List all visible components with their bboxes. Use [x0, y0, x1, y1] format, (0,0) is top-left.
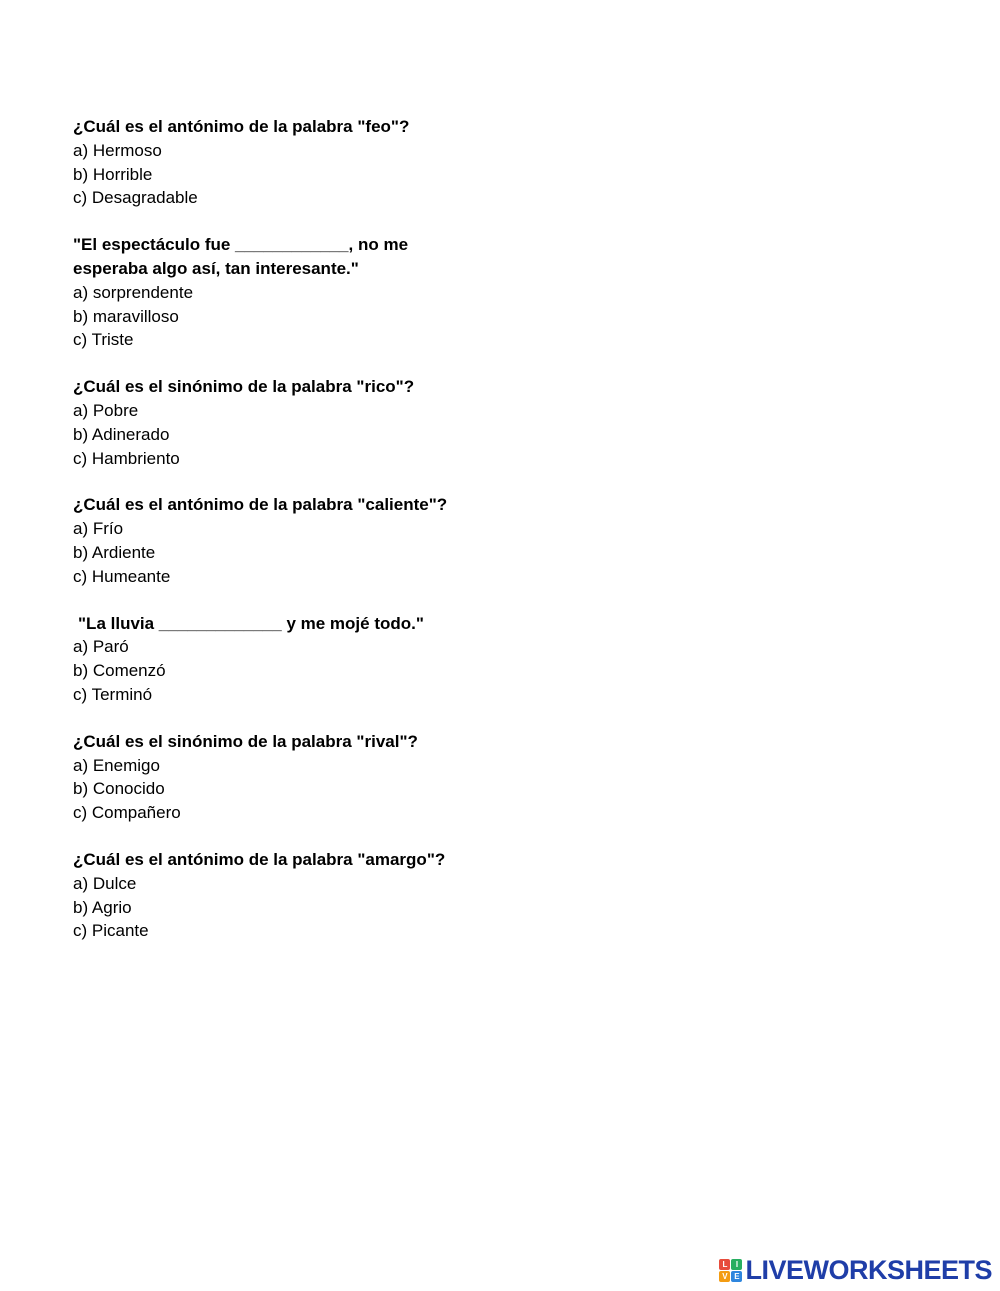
logo-mark-cell: L — [719, 1259, 730, 1270]
option-b: b) Adinerado — [73, 424, 170, 444]
option-b: b) Ardiente — [73, 542, 156, 562]
question-4 — [73, 493, 593, 588]
option-a: a) Hermoso — [73, 140, 162, 160]
option-b: b) Comenzó — [73, 661, 166, 681]
option-a: a) Pobre — [73, 400, 139, 420]
option-c: c) Triste — [73, 330, 134, 350]
worksheet — [73, 115, 593, 966]
question-prompt: ¿Cuál es el sinónimo de la palabra "rico"? — [73, 377, 415, 397]
logo-wordmark: LIVEWORKSHEETS — [745, 1254, 992, 1285]
question-1 — [73, 115, 593, 210]
option-c: c) Terminó — [73, 684, 153, 704]
option-c: c) Picante — [73, 921, 149, 941]
logo-mark-cell: E — [731, 1271, 742, 1282]
question-prompt-line-1: "El espectáculo fue ____________, no me — [73, 235, 409, 255]
question-prompt: "La lluvia _____________ y me mojé todo." — [78, 613, 424, 633]
option-c: c) Desagradable — [73, 188, 198, 208]
option-b: b) Horrible — [73, 164, 153, 184]
question-5 — [73, 612, 593, 707]
option-b: b) maravilloso — [73, 306, 179, 326]
question-prompt: ¿Cuál es el antónimo de la palabra "caliente"? — [73, 495, 448, 515]
question-6 — [73, 730, 593, 825]
option-b: b) Conocido — [73, 779, 165, 799]
option-c: c) Humeante — [73, 566, 171, 586]
option-c: c) Hambriento — [73, 448, 180, 468]
question-2 — [73, 233, 593, 352]
option-a: a) sorprendente — [73, 282, 194, 302]
question-prompt: ¿Cuál es el sinónimo de la palabra "rival"? — [73, 731, 418, 751]
option-b: b) Agrio — [73, 897, 132, 917]
question-prompt-line-2: esperaba algo así, tan interesante." — [73, 258, 359, 278]
logo-mark-cell: I — [731, 1259, 742, 1270]
option-a: a) Dulce — [73, 873, 137, 893]
question-3 — [73, 375, 593, 470]
option-a: a) Frío — [73, 519, 124, 539]
option-a: a) Paró — [73, 637, 129, 657]
question-prompt: ¿Cuál es el antónimo de la palabra "feo"? — [73, 117, 410, 136]
liveworksheets-logo — [719, 1255, 992, 1285]
option-a: a) Enemigo — [73, 755, 160, 775]
question-7 — [73, 848, 593, 943]
question-prompt: ¿Cuál es el antónimo de la palabra "amargo"? — [73, 849, 446, 869]
option-c: c) Compañero — [73, 803, 181, 823]
logo-mark-cell: V — [719, 1271, 730, 1282]
logo-mark-icon — [719, 1259, 742, 1282]
